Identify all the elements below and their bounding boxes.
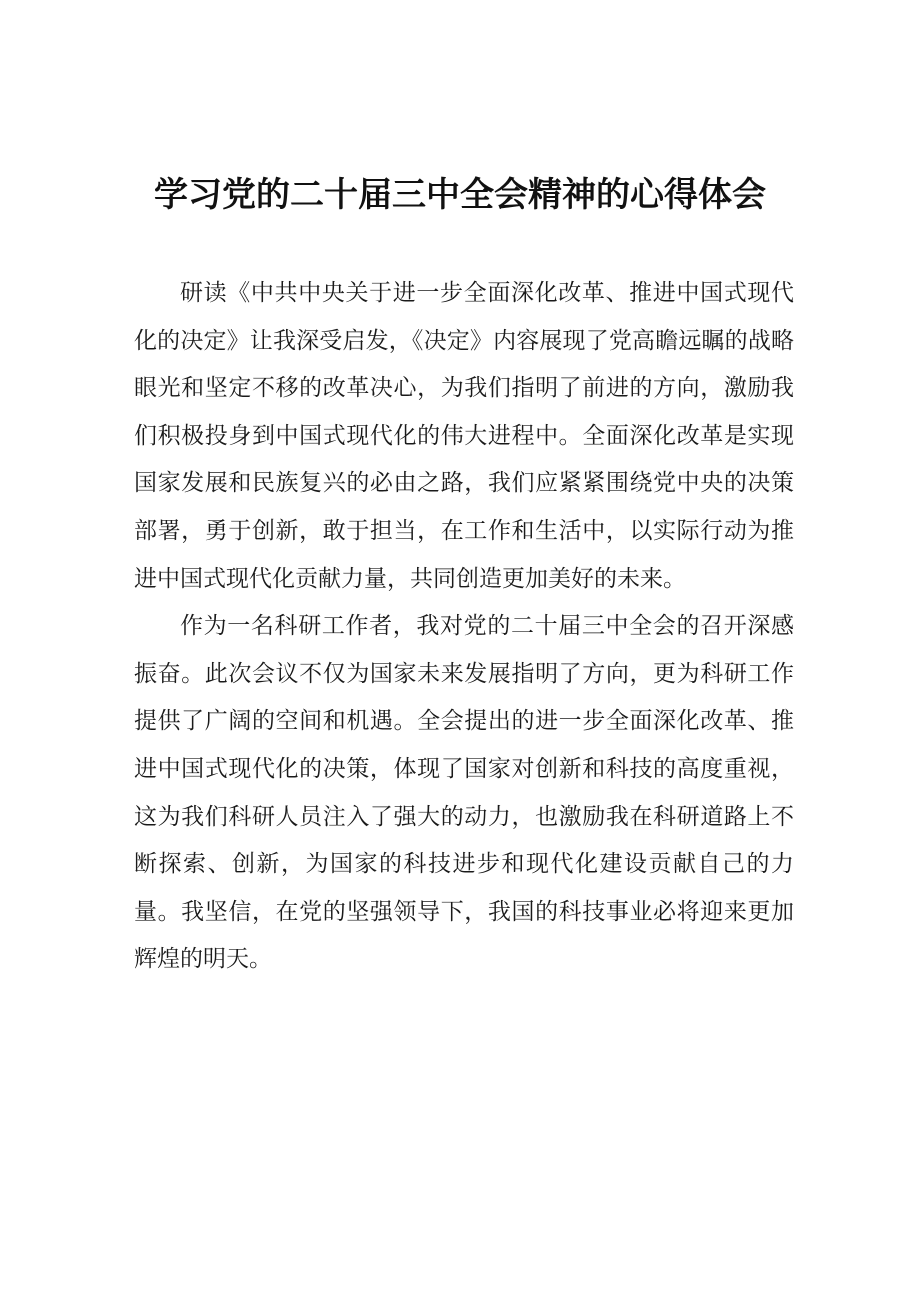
paragraph-1: 研读《中共中央关于进一步全面深化改革、推进中国式现代化的决定》让我深受启发，《决定》内容展现了党高瞻远瞩的战略眼光和坚定不移的改革决心，为我们指明了前进的方向，激励我们积极投身到中国式现代化的伟大进程中。全面深化改革是实现国家发展和民族复兴的必由之路，我们应紧紧围绕党中央的决策部署，勇于创新，敢于担当，在工作和生活中，以实际行动为推进中国式现代化贡献力量，共同创造更加美好的未来。 <box>134 280 794 592</box>
document-body <box>134 270 794 984</box>
paragraph-2: 作为一名科研工作者，我对党的二十届三中全会的召开深感振奋。此次会议不仅为国家未来发展指明了方向，更为科研工作提供了广阔的空间和机遇。全会提出的进一步全面深化改革、推进中国式现代化的决策，体现了国家对创新和科技的高度重视，这为我们科研人员注入了强大的动力，也激励我在科研道路上不断探索、创新，为国家的科技进步和现代化建设贡献自己的力量。我坚信，在党的坚强领导下，我国的科技事业必将迎来更加辉煌的明天。 <box>134 613 794 973</box>
document-title: 学习党的二十届三中全会精神的心得体会 <box>154 175 766 215</box>
